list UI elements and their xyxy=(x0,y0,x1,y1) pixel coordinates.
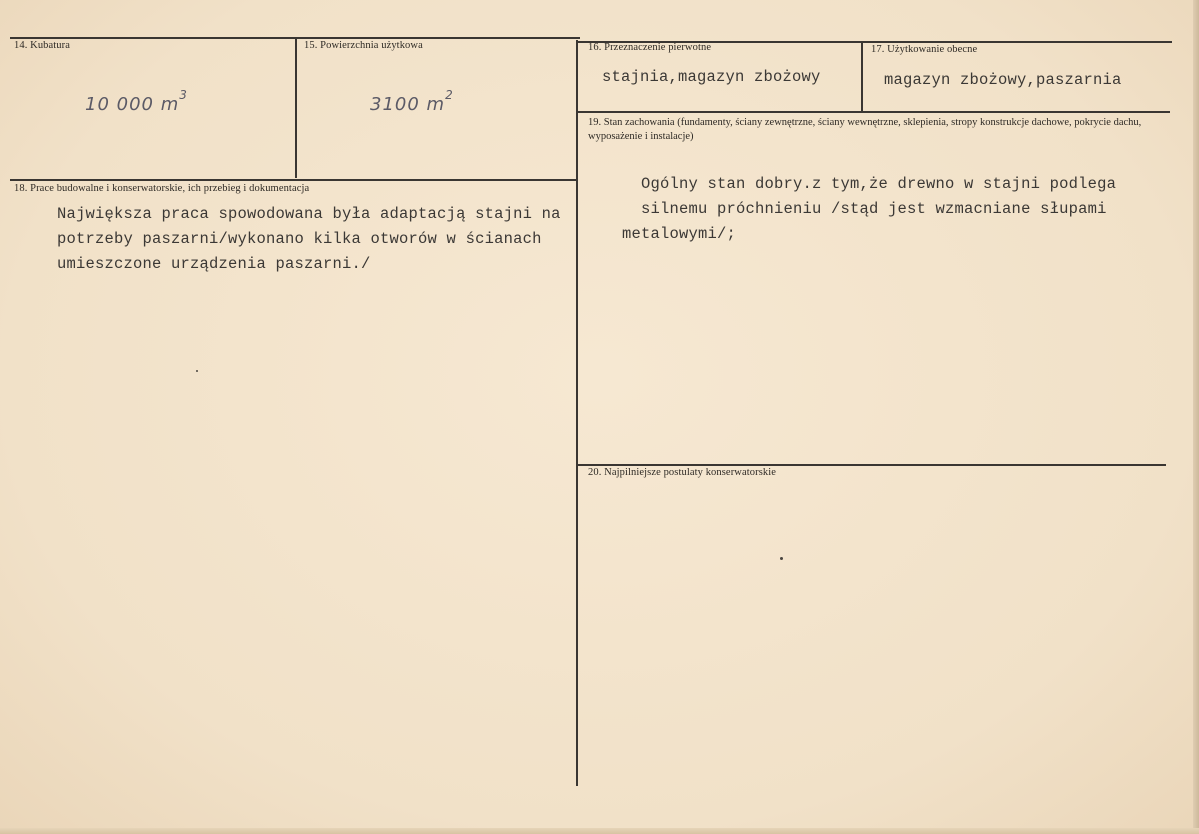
kubatura-value: 10 000 $m^3$ xyxy=(85,88,188,115)
main-vertical-divider xyxy=(576,40,578,786)
card-edge-right xyxy=(1193,0,1199,834)
rule-below-16-17 xyxy=(578,111,1170,113)
divider-16-17 xyxy=(861,42,863,112)
rule-above-18 xyxy=(10,179,578,181)
postulaty-label: 20. Najpilniejsze postulaty konserwatorskie xyxy=(588,467,777,478)
stan-text: Ogólny stan dobry.z tym,że drewno w stajni podlega silnemu próchnieniu /stąd jest wzmacniane słupami metalowymi/; xyxy=(622,175,1117,243)
powierzchnia-label: 15. Powierzchnia użytkowa xyxy=(304,40,423,51)
powierzchnia-value: 3100 $m^2$ xyxy=(370,88,454,115)
rule-above-20 xyxy=(578,464,1166,466)
card-edge-bottom xyxy=(0,828,1199,834)
kubatura-label: 14. Kubatura xyxy=(14,40,71,51)
stan-label: 19. Stan zachowania (fundamenty, ściany zewnętrzne, ściany wewnętrzne, sklepienia, stropy konstrukcje dachowe, pokrycie dachu, wyposażenie i instalacje) xyxy=(588,117,1142,142)
prace-label: 18. Prace budowalne i konserwatorskie, ich przebieg i dokumentacja xyxy=(14,183,310,194)
paper-speck xyxy=(196,370,198,372)
uzytkowanie-label: 17. Użytkowanie obecne xyxy=(871,44,978,55)
prace-text: Największa praca spowodowana była adaptacją stajni na potrzeby paszarni/wykonano kilka otworów w ścianach umieszczone urządzenia paszarni./ xyxy=(57,205,561,273)
przeznaczenie-value: stajnia,magazyn zbożowy xyxy=(602,68,821,86)
uzytkowanie-value: magazyn zbożowy,paszarnia xyxy=(884,71,1122,89)
przeznaczenie-label: 16. Przeznaczenie pierwotne xyxy=(588,42,712,53)
divider-14-15 xyxy=(295,38,297,178)
paper-speck xyxy=(780,557,783,560)
